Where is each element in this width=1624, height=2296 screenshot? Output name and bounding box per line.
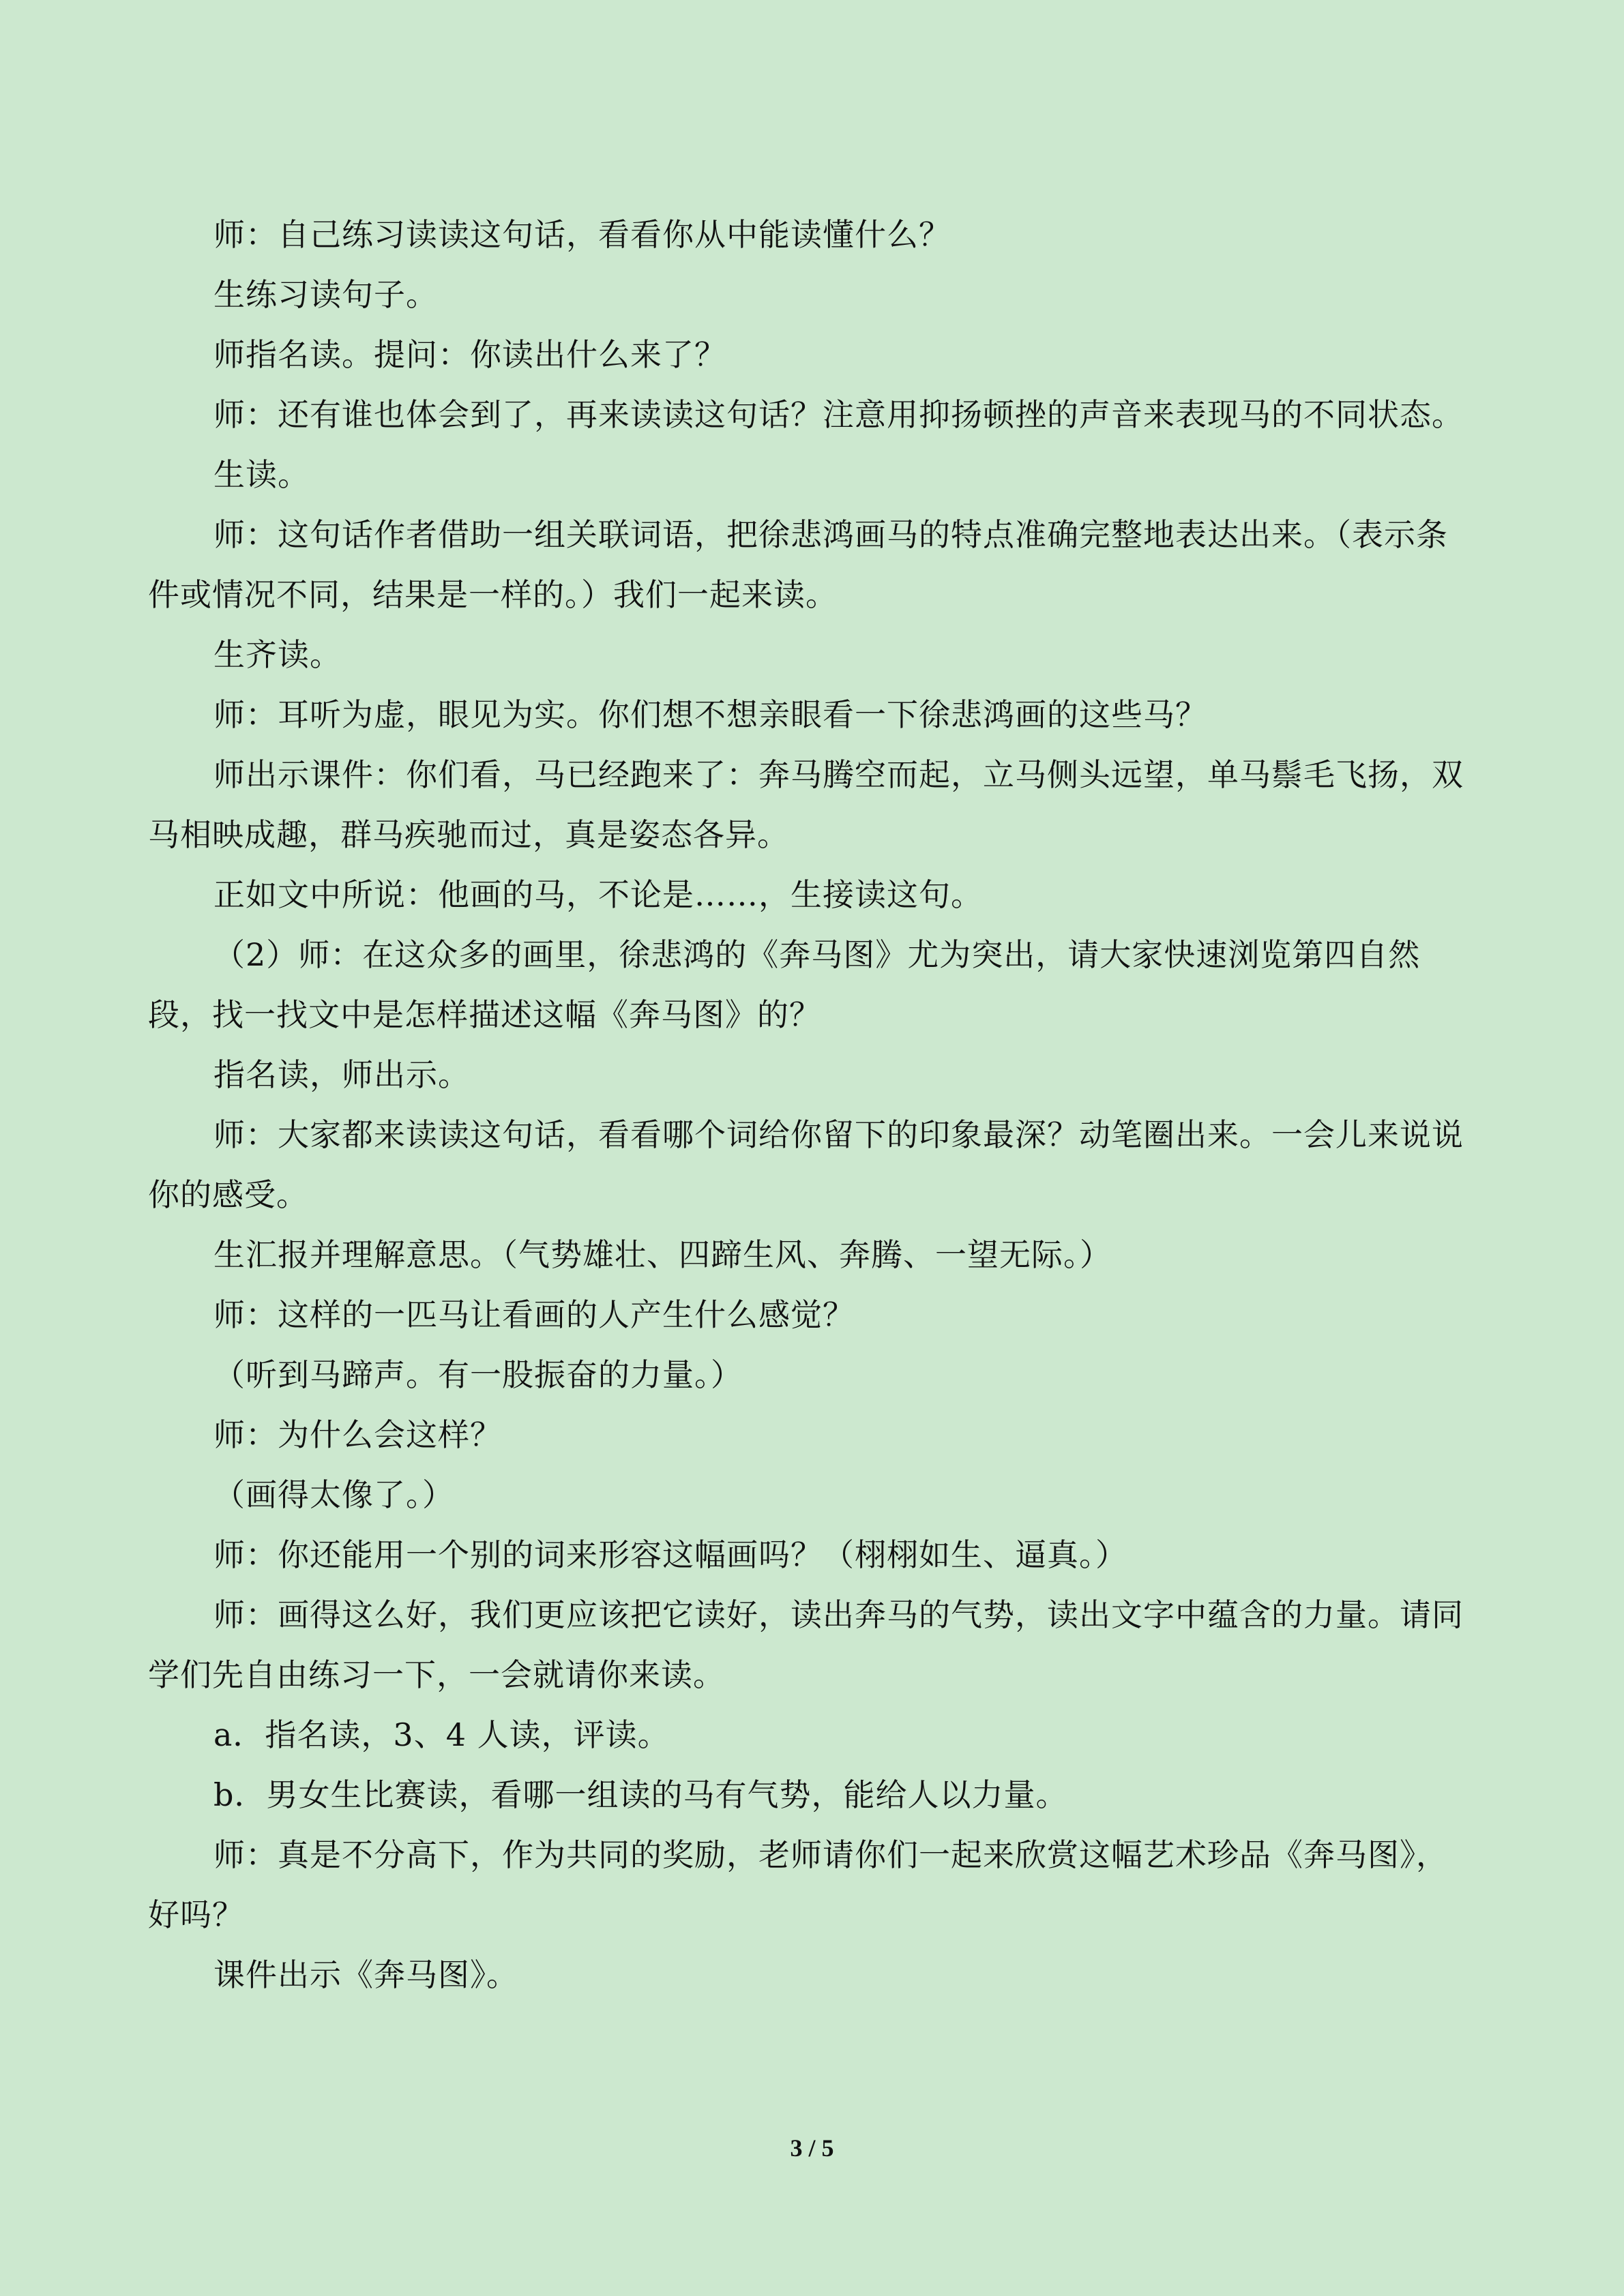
- page-number: 3 / 5: [790, 2134, 834, 2162]
- paragraph: （听到马蹄声。有一股振奋的力量。）: [213, 1356, 743, 1393]
- paragraph: 师：这句话作者借助一组关联词语，把徐悲鸿画马的特点准确完整地表达出来。（表示条件或情况不同，结果是一样的。）我们一起来读。: [148, 516, 1448, 613]
- paragraph: 师：这样的一匹马让看画的人产生什么感觉？: [213, 1296, 855, 1333]
- paragraph: 指名读，师出示。: [213, 1056, 470, 1093]
- paragraph: 正如文中所说：他画的马，不论是……，生接读这句。: [213, 876, 983, 913]
- paragraph: 师：大家都来读读这句话，看看哪个词给你留下的印象最深？动笔圈出来。一会儿来说说你的感受。: [148, 1116, 1464, 1213]
- paragraph: 师指名读。提问：你读出什么来了？: [213, 336, 726, 373]
- paragraph: 课件出示《奔马图》。: [213, 1956, 518, 1993]
- paragraph: 生汇报并理解意思。（气势雄壮、四蹄生风、奔腾、一望无际。）: [213, 1236, 1112, 1273]
- paragraph: 师：耳听为虚，眼见为实。你们想不想亲眼看一下徐悲鸿画的这些马？: [213, 696, 1207, 733]
- paragraph: b．男女生比赛读，看哪一组读的马有气势，能给人以力量。: [213, 1776, 1068, 1813]
- paragraph: 师：自己练习读读这句话，看看你从中能读懂什么？: [213, 216, 951, 253]
- paragraph: a．指名读，3、4 人读，评读。: [213, 1716, 670, 1753]
- paragraph: 师：为什么会这样？: [213, 1416, 502, 1453]
- paragraph: （画得太像了。）: [213, 1476, 454, 1513]
- paragraph: 师：真是不分高下，作为共同的奖励，老师请你们一起来欣赏这幅艺术珍品《奔马图》，好吗？: [148, 1836, 1448, 1933]
- paragraph: 生齐读。: [213, 636, 342, 673]
- paragraph: 师：你还能用一个别的词来形容这幅画吗？（栩栩如生、逼真。）: [213, 1536, 1127, 1573]
- paragraph: 生练习读句子。: [213, 276, 438, 313]
- paragraph: 师：还有谁也体会到了，再来读读这句话？注意用抑扬顿挫的声音来表现马的不同状态。: [213, 396, 1464, 433]
- paragraph: （2）师：在这众多的画里，徐悲鸿的《奔马图》尤为突出，请大家快速浏览第四自然段，找一找文中是怎样描述这幅《奔马图》的？: [148, 936, 1421, 1033]
- lesson-text: [148, 205, 1478, 2005]
- paragraph: 师：画得这么好，我们更应该把它读好，读出奔马的气势，读出文字中蕴含的力量。请同学们先自由练习一下，一会就请你来读。: [148, 1596, 1464, 1693]
- paragraph: 生读。: [213, 456, 310, 493]
- paragraph: 师出示课件：你们看，马已经跑来了：奔马腾空而起，立马侧头远望，单马鬃毛飞扬，双马相映成趣，群马疾驰而过，真是姿态各异。: [148, 756, 1464, 853]
